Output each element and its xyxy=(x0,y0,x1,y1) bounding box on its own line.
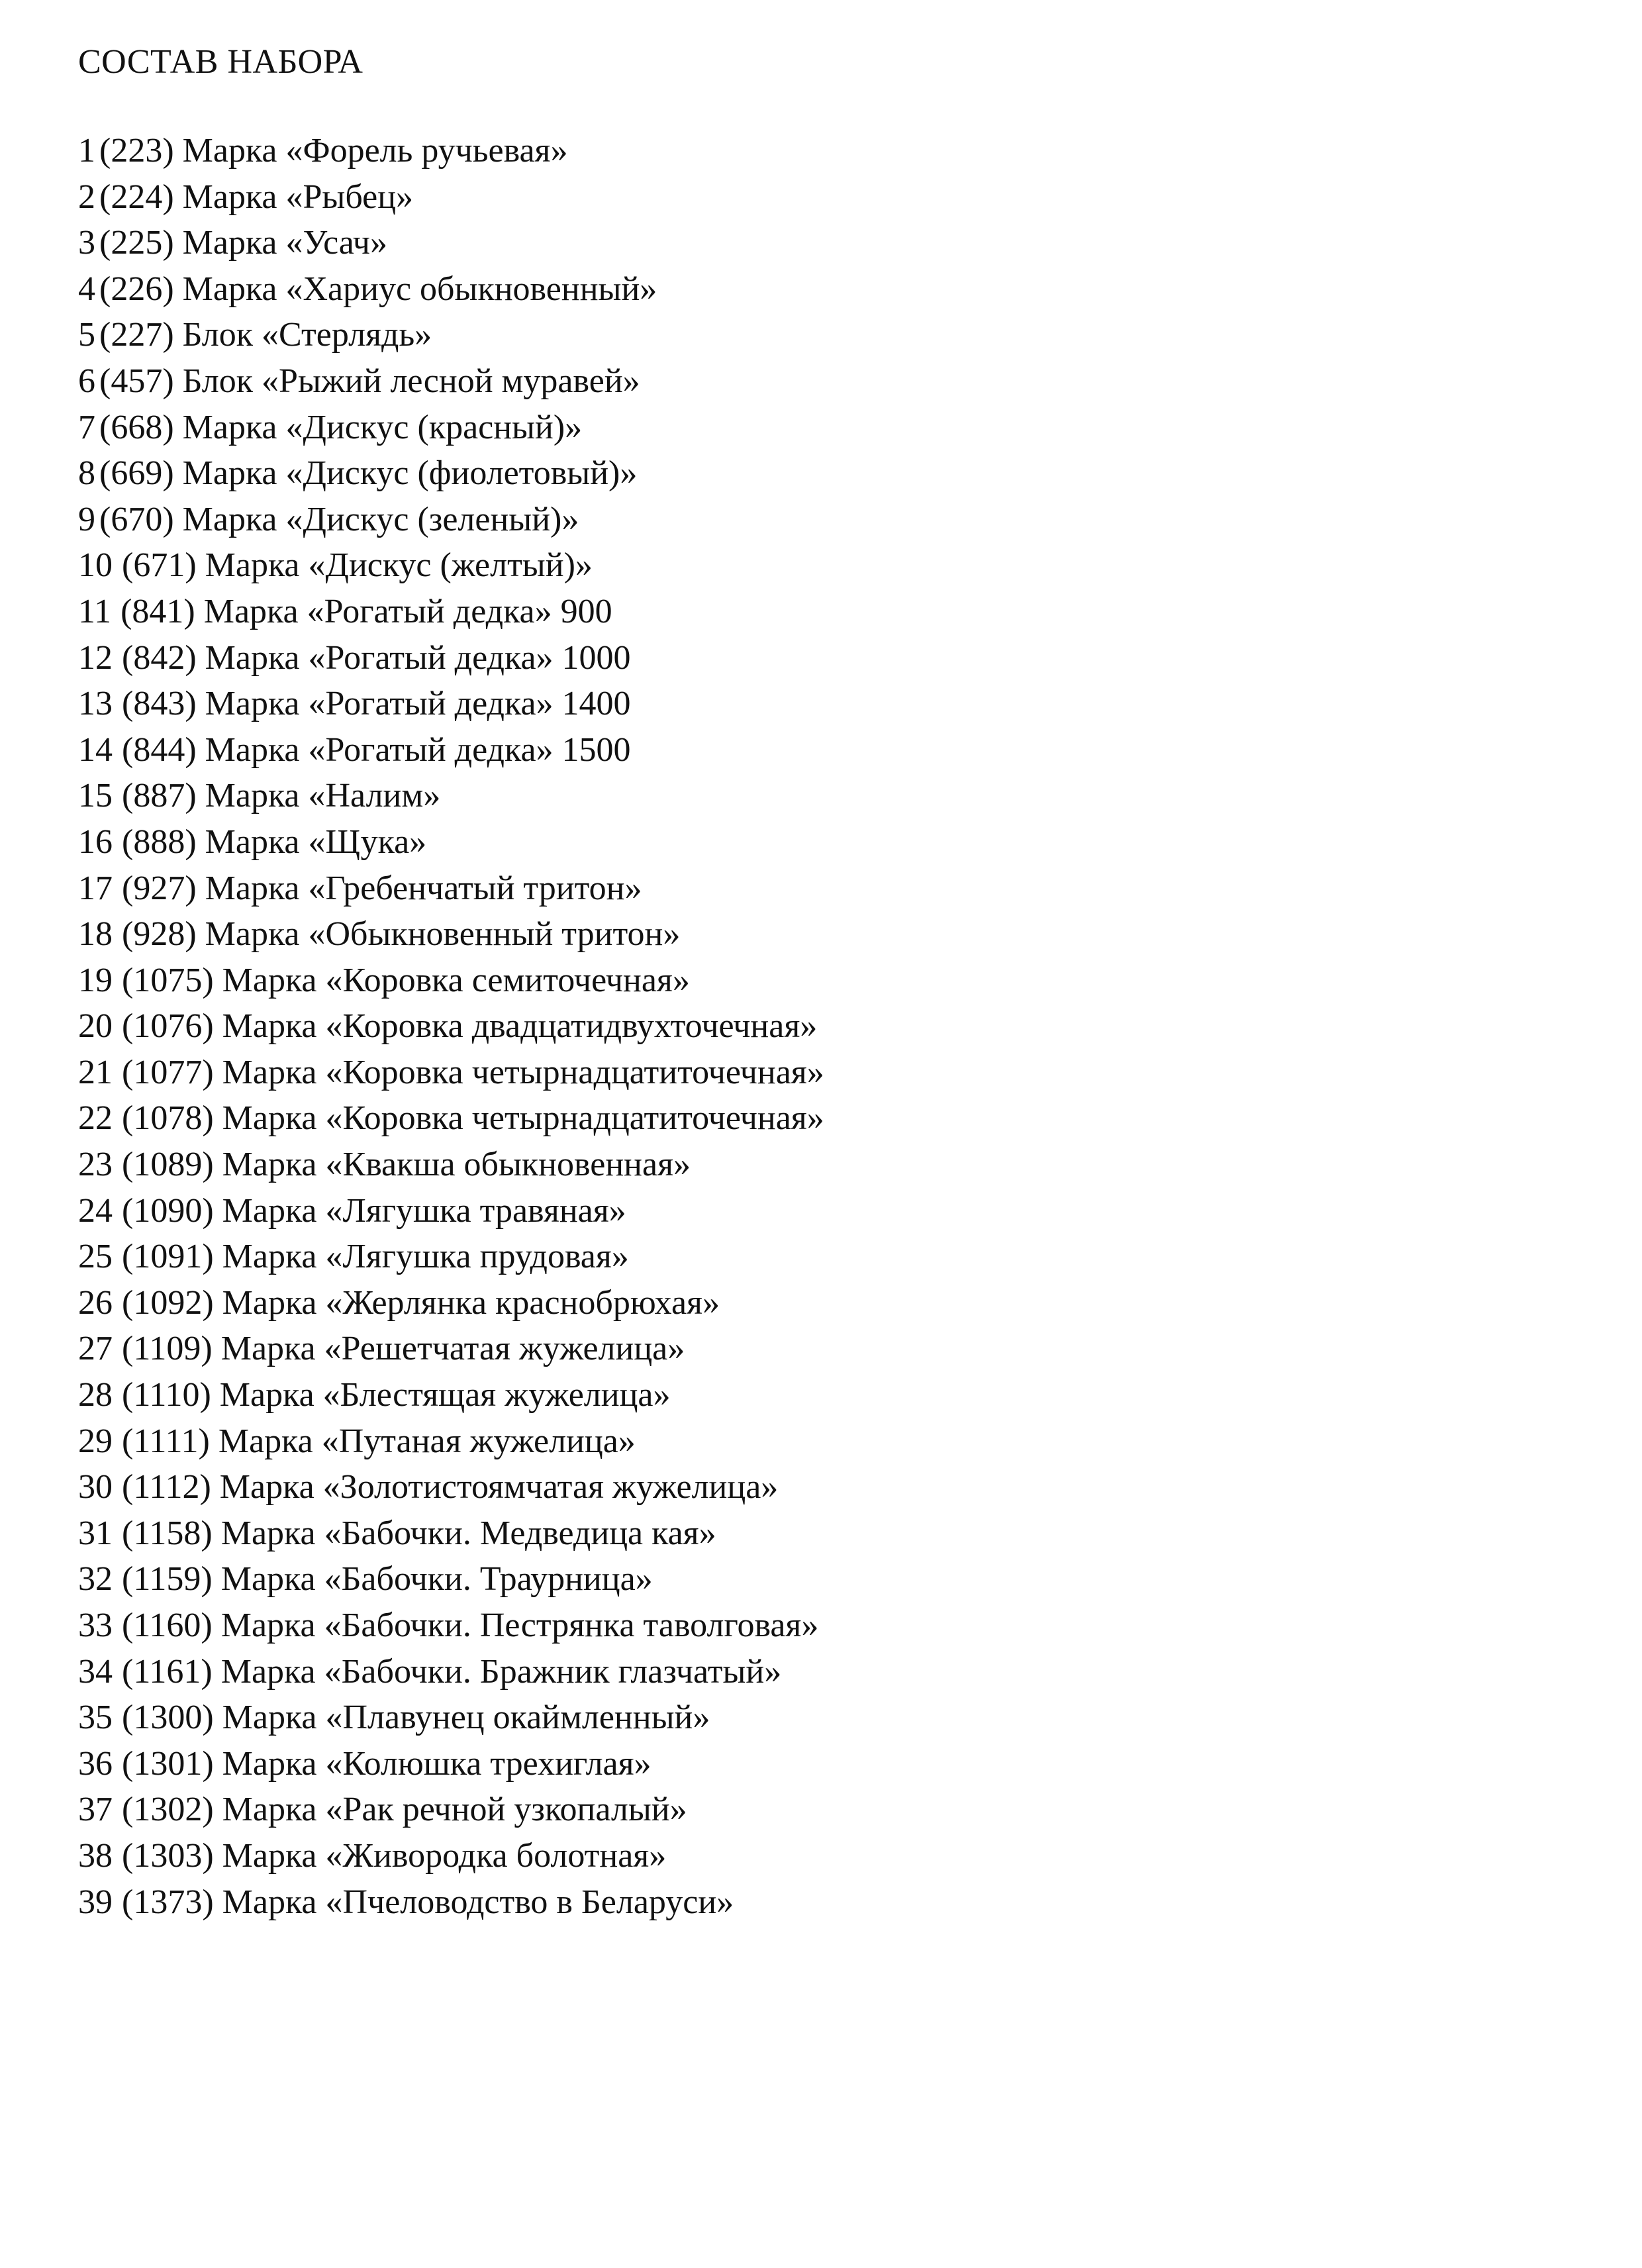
item-text: (843) Марка «Рогатый дедка» 1400 xyxy=(122,685,631,723)
list-item xyxy=(78,405,824,451)
item-number: 2 xyxy=(78,177,95,216)
item-number: 31 xyxy=(78,1514,113,1552)
list-item xyxy=(78,266,824,313)
item-number: 18 xyxy=(78,915,113,954)
item-text: (841) Марка «Рогатый дедка» 900 xyxy=(121,592,612,630)
item-text: (1373) Марка «Пчеловодство в Беларуси» xyxy=(122,1883,734,1921)
item-text: (457) Блок «Рыжий лесной муравей» xyxy=(99,362,640,400)
item-text: (1089) Марка «Квакша обыкновенная» xyxy=(122,1146,691,1184)
item-number: 24 xyxy=(78,1191,113,1230)
item-text: (669) Марка «Дискус (фиолетовый)» xyxy=(99,454,638,493)
list-item xyxy=(78,1142,824,1188)
list-item xyxy=(78,1510,824,1557)
item-number: 29 xyxy=(78,1422,113,1460)
list-item xyxy=(78,1280,824,1326)
item-number: 22 xyxy=(78,1099,113,1138)
item-number: 1 xyxy=(78,132,95,170)
item-text: (842) Марка «Рогатый дедка» 1000 xyxy=(122,638,631,677)
list-item xyxy=(78,958,824,1004)
item-number: 7 xyxy=(78,408,95,446)
list-item xyxy=(78,1234,824,1280)
item-number: 35 xyxy=(78,1699,113,1737)
item-number: 9 xyxy=(78,500,95,538)
item-text: (1300) Марка «Плавунец окаймленный» xyxy=(122,1699,710,1737)
list-item xyxy=(78,174,824,221)
item-number: 5 xyxy=(78,316,95,354)
set-contents-list xyxy=(78,128,824,1925)
item-text: (1110) Марка «Блестящая жужелица» xyxy=(122,1376,671,1414)
list-item xyxy=(78,312,824,358)
list-item xyxy=(78,1556,824,1602)
item-number: 6 xyxy=(78,362,95,400)
list-item xyxy=(78,589,824,635)
item-number: 11 xyxy=(78,592,112,630)
item-number: 3 xyxy=(78,224,95,262)
list-item xyxy=(78,1879,824,1926)
list-item xyxy=(78,220,824,266)
item-text: (1161) Марка «Бабочки. Бражник глазчатый» xyxy=(122,1652,782,1691)
item-text: (1159) Марка «Бабочки. Траурница» xyxy=(122,1560,653,1599)
item-text: (1109) Марка «Решетчатая жужелица» xyxy=(122,1330,685,1368)
list-item xyxy=(78,865,824,912)
list-item xyxy=(78,1695,824,1741)
item-text: (1301) Марка «Колюшка трехиглая» xyxy=(122,1744,652,1783)
list-item xyxy=(78,1741,824,1787)
item-number: 14 xyxy=(78,730,113,769)
item-number: 8 xyxy=(78,454,95,493)
list-item xyxy=(78,1372,824,1418)
item-text: (928) Марка «Обыкновенный тритон» xyxy=(122,915,681,954)
list-item xyxy=(78,1602,824,1649)
list-item xyxy=(78,1188,824,1234)
item-number: 37 xyxy=(78,1791,113,1829)
list-item xyxy=(78,1787,824,1833)
item-number: 13 xyxy=(78,685,113,723)
item-text: (887) Марка «Налим» xyxy=(122,777,441,815)
list-item xyxy=(78,1418,824,1465)
item-text: (1111) Марка «Путаная жужелица» xyxy=(122,1422,636,1460)
list-item xyxy=(78,450,824,497)
item-text: (1090) Марка «Лягушка травяная» xyxy=(122,1191,626,1230)
list-item xyxy=(78,1326,824,1372)
list-item xyxy=(78,542,824,589)
item-text: (1092) Марка «Жерлянка краснобрюхая» xyxy=(122,1283,720,1322)
item-text: (671) Марка «Дискус (желтый)» xyxy=(122,546,593,585)
item-number: 17 xyxy=(78,869,113,907)
item-number: 4 xyxy=(78,270,95,308)
list-item xyxy=(78,819,824,865)
item-text: (1078) Марка «Коровка четырнадцатиточечная» xyxy=(122,1099,824,1138)
item-number: 34 xyxy=(78,1652,113,1691)
item-number: 32 xyxy=(78,1560,113,1599)
item-number: 33 xyxy=(78,1606,113,1644)
item-text: (1076) Марка «Коровка двадцатидвухточечная» xyxy=(122,1007,818,1046)
item-number: 27 xyxy=(78,1330,113,1368)
list-item xyxy=(78,773,824,819)
item-number: 12 xyxy=(78,638,113,677)
list-item xyxy=(78,1833,824,1879)
item-number: 16 xyxy=(78,822,113,861)
list-item xyxy=(78,1095,824,1142)
item-number: 15 xyxy=(78,777,113,815)
list-item xyxy=(78,497,824,543)
item-text: (668) Марка «Дискус (красный)» xyxy=(99,408,583,446)
item-text: (1112) Марка «Золотистоямчатая жужелица» xyxy=(122,1468,779,1506)
list-item xyxy=(78,727,824,773)
item-text: (1091) Марка «Лягушка прудовая» xyxy=(122,1238,629,1276)
item-text: (670) Марка «Дискус (зеленый)» xyxy=(99,500,579,538)
item-text: (226) Марка «Хариус обыкновенный» xyxy=(99,270,657,308)
item-text: (223) Марка «Форель ручьевая» xyxy=(99,132,568,170)
item-text: (1158) Марка «Бабочки. Медведица кая» xyxy=(122,1514,716,1552)
list-item xyxy=(78,681,824,727)
item-number: 23 xyxy=(78,1146,113,1184)
item-number: 10 xyxy=(78,546,113,585)
item-number: 26 xyxy=(78,1283,113,1322)
list-item xyxy=(78,1050,824,1096)
item-number: 38 xyxy=(78,1836,113,1875)
list-item xyxy=(78,358,824,405)
item-number: 30 xyxy=(78,1468,113,1506)
item-text: (888) Марка «Щука» xyxy=(122,822,427,861)
item-number: 19 xyxy=(78,961,113,999)
item-text: (1303) Марка «Живородка болотная» xyxy=(122,1836,667,1875)
item-number: 39 xyxy=(78,1883,113,1921)
item-number: 28 xyxy=(78,1376,113,1414)
list-item xyxy=(78,635,824,681)
item-number: 36 xyxy=(78,1744,113,1783)
item-text: (1302) Марка «Рак речной узкопалый» xyxy=(122,1791,687,1829)
item-text: (227) Блок «Стерлядь» xyxy=(99,316,432,354)
document-title: СОСТАВ НАБОРА xyxy=(78,43,363,81)
item-text: (844) Марка «Рогатый дедка» 1500 xyxy=(122,730,631,769)
list-item xyxy=(78,1649,824,1695)
item-number: 25 xyxy=(78,1238,113,1276)
item-text: (1077) Марка «Коровка четырнадцатиточечная» xyxy=(122,1053,824,1091)
list-item xyxy=(78,128,824,174)
item-text: (1160) Марка «Бабочки. Пестрянка таволговая» xyxy=(122,1606,819,1644)
item-text: (927) Марка «Гребенчатый тритон» xyxy=(122,869,642,907)
item-number: 20 xyxy=(78,1007,113,1046)
item-number: 21 xyxy=(78,1053,113,1091)
item-text: (1075) Марка «Коровка семиточечная» xyxy=(122,961,690,999)
list-item xyxy=(78,1464,824,1510)
item-text: (224) Марка «Рыбец» xyxy=(99,177,414,216)
list-item xyxy=(78,1003,824,1050)
list-item xyxy=(78,911,824,958)
item-text: (225) Марка «Усач» xyxy=(99,224,387,262)
